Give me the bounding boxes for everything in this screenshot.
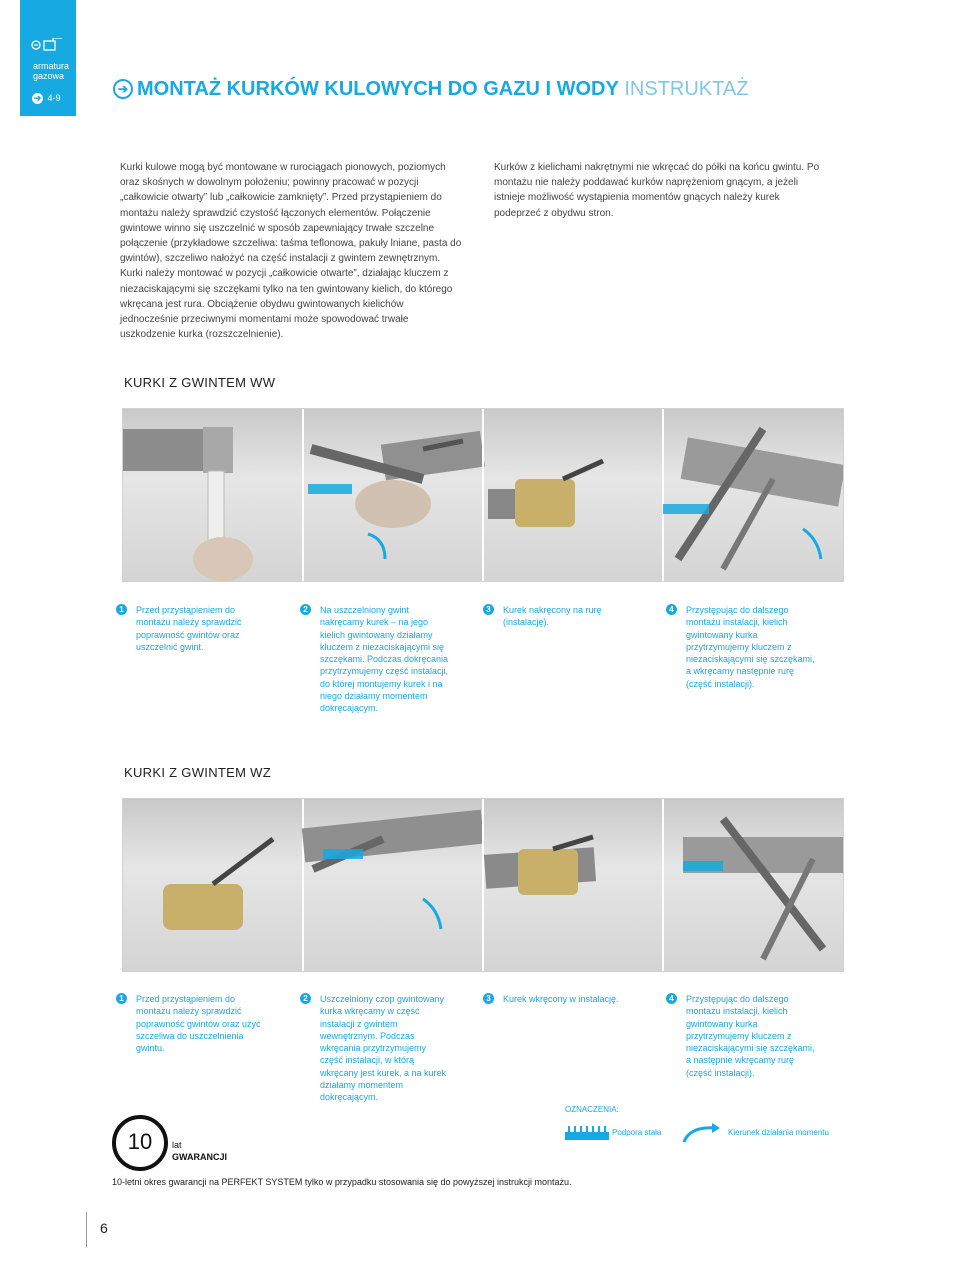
warranty-badge [112,1115,168,1171]
intro-left-paragraph: Kurki kulowe mogą być montowane w rurociągach pionowych, poziomych oraz skośnych w dowolnym położeniu; powinny pracować w pozycji „całkowicie otwarty” lub „całkowicie zamknięty”. Przed przystąpieniem do montażu należy sprawdzić czystość łączonych elementów. Połączenie gwintowe winno się uszczelnić w sposób zapewniający trwałe szczelne połączenie (przykładowe szczeliwa: taśma teflonowa, pakuły lniane, pasta do gwintów), szczeliwo nałożyć na część instalacji z gwintem zewnętrznym. Kurki należy montować w pozycji „całkowicie otwarte”, działając kluczem z niezaciskającymi się szczękami tylko na ten gwintowany kielich, do którego wkręcana jest rura. Obciążenie obydwu gwintowanych kielichów jednocześnie przeciwnymi momentami może spowodować trwałe uszkodzenie kurka (rozszczelnienie). [120,162,462,341]
title-main: MONTAŻ KURKÓW KULOWYCH DO GAZU I WODY [137,78,619,100]
section-heading-wz: KURKI Z GWINTEM WZ [124,765,271,780]
arrow-right-icon: ➔ [113,79,133,99]
step-text: Przed przystąpieniem do montażu należy sprawdzić poprawność gwintów oraz użyć szczeliwa do uszczelnienia gwintu. [136,994,261,1054]
step-ww-1 [119,604,266,653]
step-ww-4 [669,604,816,690]
step-number: 3 [483,993,494,1004]
tab-pages-link[interactable] [32,88,60,106]
installation-photos-wz [123,799,843,971]
step-number: 1 [116,993,127,1004]
step-number: 2 [300,993,311,1004]
step-wz-1 [119,993,266,1054]
fixed-support-icon [565,1124,609,1140]
torque-direction-icon [680,1122,724,1144]
step-ww-3 [486,604,633,629]
step-text: Przed przystąpieniem do montażu należy sprawdzić poprawność gwintów oraz uszczelnić gwint. [136,605,242,652]
tab-label-line1: armatura [33,61,70,71]
step-number: 4 [666,604,677,615]
step-wz-4 [669,993,816,1079]
warranty-gwarancji: GWARANCJI [172,1152,228,1162]
step-text: Na uszczelniony gwint nakręcamy kurek – na jego kielich gwintowany działamy kluczem z niezaciskającymi się szczękami. Podczas dokręcania przytrzymujemy część instalacji, do której montujemy kurek i na niego działamy momentem dokręcającym. [320,605,449,714]
step-text: Kurek nakręcony na rurę (instalację). [503,605,602,628]
warranty-lat: lat [172,1140,182,1150]
page-title [113,78,748,101]
step-text: Przystępując do dalszego montażu instalacji, kielich gwintowany kurka przytrzymujemy kluczem z niezaciskającymi się szczękami, a wkręcamy następnie rurę (część instalacji). [686,605,815,689]
step-text: Kurek wkręcony w instalację. [503,994,619,1004]
legend-support-label: Podpora stała [612,1128,662,1137]
step-ww-2 [303,604,450,715]
tab-label-line2: gazowa [33,71,65,81]
step-number: 4 [666,993,677,1004]
step-text: Uszczelniony czop gwintowany kurka wkręcamy w część instalacji z gwintem wewnętrznym. Podczas wkręcania przytrzymujemy część instalacji, w którą wkręcany jest kurek, a na kurek działamy momentem dokręcającym. [320,994,447,1103]
page-number: 6 [100,1220,108,1236]
step-number: 1 [116,604,127,615]
legend-direction-label: Kierunek działania momentu [728,1128,829,1137]
legend-title: OZNACZENIA: [565,1105,619,1114]
warranty-note: 10-letni okres gwarancji na PERFEKT SYSTEM tylko w przypadku stosowania się do powyższej instrukcji montażu. [112,1177,572,1187]
section-tab [20,0,76,116]
photo-strip-ww [122,408,844,582]
section-heading-ww: KURKI Z GWINTEM WW [124,375,276,390]
step-wz-2 [303,993,450,1104]
installation-photos-ww [123,409,843,581]
step-text: Przystępując do dalszego montażu instalacji, kielich gwintowany kurka przytrzymujemy kluczem z niezaciskającymi się szczękami, a następnie wkręcamy rurę (część instalacji). [686,994,815,1078]
step-wz-3 [486,993,633,1005]
arrow-right-icon: ➔ [33,93,42,103]
step-number: 2 [300,604,311,615]
warranty-years: 10 [127,1129,153,1154]
title-sub: INSTRUKTAŻ [624,78,749,100]
step-number: 3 [483,604,494,615]
valve-logo-icon [31,38,65,52]
tab-pages: 4-9 [47,93,61,103]
photo-strip-wz [122,798,844,972]
intro-right-paragraph: Kurków z kielichami nakrętnymi nie wkręcać do półki na końcu gwintu. Po montażu nie należy poddawać kurków naprężeniom gnącym, a jeżeli istnieje możliwość wystąpienia momentów gnących należy kurek podeprzeć z obydwu stron. [494,162,820,219]
page-divider [86,1212,87,1247]
